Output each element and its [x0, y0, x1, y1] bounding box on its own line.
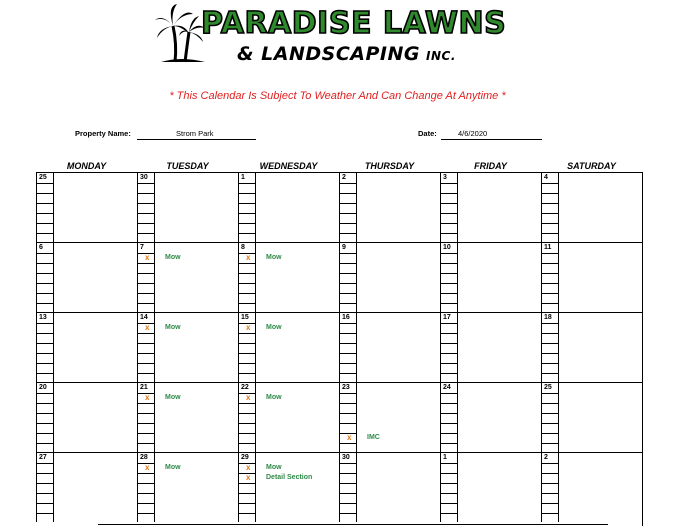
row-divider — [239, 443, 256, 444]
day-header-wednesday: WEDNESDAY — [259, 161, 318, 171]
date-number: 25 — [544, 384, 552, 391]
row-divider — [138, 473, 155, 474]
calendar-day-cell — [541, 242, 642, 312]
calendar-day-cell — [137, 312, 238, 382]
row-divider — [542, 343, 559, 344]
row-divider — [441, 303, 458, 304]
row-divider — [441, 513, 458, 514]
row-divider — [542, 303, 559, 304]
row-divider — [37, 323, 54, 324]
task-label: Mow — [165, 394, 181, 401]
row-divider — [138, 293, 155, 294]
row-divider — [138, 423, 155, 424]
task-label: IMC — [367, 434, 380, 441]
task-mark: x — [347, 433, 352, 442]
row-divider — [239, 213, 256, 214]
brand-subtitle: & LANDSCAPING INC. — [237, 43, 456, 65]
row-divider — [340, 403, 357, 404]
row-divider — [37, 413, 54, 414]
row-divider — [340, 203, 357, 204]
row-divider — [340, 423, 357, 424]
row-divider — [37, 373, 54, 374]
date-label: Date: — [418, 129, 437, 138]
date-value: 4/6/2020 — [458, 129, 488, 138]
row-divider — [441, 473, 458, 474]
row-divider — [340, 473, 357, 474]
brand-name: PARADISE LAWNS — [201, 6, 507, 41]
row-divider — [441, 233, 458, 234]
date-line — [441, 139, 542, 140]
row-divider — [340, 263, 357, 264]
date-number: 25 — [39, 174, 47, 181]
row-divider — [138, 283, 155, 284]
row-divider — [441, 263, 458, 264]
row-divider — [441, 343, 458, 344]
row-divider — [37, 213, 54, 214]
row-divider — [138, 343, 155, 344]
calendar-day-cell — [541, 312, 642, 382]
row-divider — [239, 333, 256, 334]
row-divider — [340, 363, 357, 364]
date-number: 22 — [241, 384, 249, 391]
row-divider — [441, 223, 458, 224]
date-number: 9 — [342, 244, 346, 251]
row-divider — [542, 273, 559, 274]
calendar-day-cell — [339, 172, 440, 242]
row-divider — [340, 393, 357, 394]
row-divider — [138, 273, 155, 274]
row-divider — [542, 193, 559, 194]
row-divider — [37, 403, 54, 404]
row-divider — [441, 413, 458, 414]
row-divider — [441, 403, 458, 404]
calendar-day-cell — [238, 172, 339, 242]
date-number: 20 — [39, 384, 47, 391]
row-divider — [542, 433, 559, 434]
row-divider — [138, 233, 155, 234]
task-label: Mow — [266, 324, 282, 331]
row-divider — [441, 483, 458, 484]
task-mark: x — [145, 323, 150, 332]
calendar-day-cell — [541, 382, 642, 452]
task-label: Mow — [266, 464, 282, 471]
row-divider — [239, 483, 256, 484]
row-divider — [138, 413, 155, 414]
date-number: 11 — [544, 244, 552, 251]
calendar-right-border — [642, 172, 643, 526]
task-mark: x — [246, 463, 251, 472]
date-number: 2 — [342, 174, 346, 181]
calendar-day-cell — [440, 452, 541, 522]
row-divider — [37, 433, 54, 434]
row-divider — [340, 503, 357, 504]
row-divider — [340, 463, 357, 464]
date-number: 8 — [241, 244, 245, 251]
date-number: 30 — [342, 454, 350, 461]
row-divider — [441, 293, 458, 294]
row-divider — [37, 203, 54, 204]
day-header-thursday: THURSDAY — [364, 161, 415, 171]
date-number: 14 — [140, 314, 148, 321]
row-divider — [340, 483, 357, 484]
date-number: 4 — [544, 174, 548, 181]
row-divider — [37, 343, 54, 344]
row-divider — [239, 493, 256, 494]
date-number: 28 — [140, 454, 148, 461]
date-number: 1 — [241, 174, 245, 181]
row-divider — [441, 433, 458, 434]
row-divider — [37, 253, 54, 254]
task-label: Mow — [266, 254, 282, 261]
row-divider — [138, 183, 155, 184]
date-number: 1 — [443, 454, 447, 461]
row-divider — [138, 513, 155, 514]
calendar-day-cell — [339, 382, 440, 452]
row-divider — [37, 183, 54, 184]
row-divider — [441, 333, 458, 334]
calendar-day-cell — [541, 452, 642, 522]
date-number: 7 — [140, 244, 144, 251]
calendar-day-cell — [440, 242, 541, 312]
row-divider — [138, 203, 155, 204]
calendar-day-cell — [36, 382, 137, 452]
calendar-day-cell — [137, 452, 238, 522]
row-divider — [37, 223, 54, 224]
row-divider — [37, 293, 54, 294]
row-divider — [441, 443, 458, 444]
task-mark: x — [246, 393, 251, 402]
row-divider — [138, 333, 155, 334]
day-header-tuesday: TUESDAY — [166, 161, 209, 171]
row-divider — [441, 363, 458, 364]
row-divider — [542, 233, 559, 234]
row-divider — [542, 353, 559, 354]
row-divider — [340, 283, 357, 284]
row-divider — [340, 213, 357, 214]
row-divider — [138, 353, 155, 354]
row-divider — [37, 333, 54, 334]
calendar-day-cell — [137, 172, 238, 242]
row-divider — [340, 303, 357, 304]
row-divider — [542, 473, 559, 474]
day-header-monday: MONDAY — [66, 161, 107, 171]
row-divider — [239, 433, 256, 434]
row-divider — [542, 323, 559, 324]
row-divider — [239, 273, 256, 274]
row-divider — [441, 203, 458, 204]
calendar-day-cell — [339, 242, 440, 312]
task-mark: x — [246, 323, 251, 332]
date-number: 10 — [443, 244, 451, 251]
row-divider — [542, 263, 559, 264]
row-divider — [542, 403, 559, 404]
row-divider — [441, 393, 458, 394]
row-divider — [239, 263, 256, 264]
row-divider — [37, 193, 54, 194]
row-divider — [37, 233, 54, 234]
day-header-friday: FRIDAY — [474, 161, 507, 171]
row-divider — [542, 283, 559, 284]
row-divider — [340, 413, 357, 414]
row-divider — [340, 333, 357, 334]
task-mark: x — [246, 473, 251, 482]
row-divider — [441, 183, 458, 184]
row-divider — [239, 373, 256, 374]
date-number: 16 — [342, 314, 350, 321]
calendar-day-cell — [440, 172, 541, 242]
row-divider — [138, 483, 155, 484]
row-divider — [542, 373, 559, 374]
date-number: 17 — [443, 314, 451, 321]
calendar-day-cell — [238, 382, 339, 452]
row-divider — [37, 503, 54, 504]
calendar-day-cell — [339, 312, 440, 382]
row-divider — [37, 363, 54, 364]
row-divider — [138, 213, 155, 214]
row-divider — [542, 483, 559, 484]
calendar-day-cell — [339, 452, 440, 522]
row-divider — [542, 443, 559, 444]
row-divider — [239, 423, 256, 424]
palm-tree-logo-icon — [155, 4, 207, 64]
row-divider — [239, 203, 256, 204]
row-divider — [37, 353, 54, 354]
calendar-day-cell — [238, 312, 339, 382]
row-divider — [340, 193, 357, 194]
row-divider — [441, 283, 458, 284]
row-divider — [542, 363, 559, 364]
calendar-day-cell — [137, 382, 238, 452]
row-divider — [542, 463, 559, 464]
row-divider — [441, 213, 458, 214]
row-divider — [239, 403, 256, 404]
row-divider — [340, 443, 357, 444]
row-divider — [239, 353, 256, 354]
calendar-day-cell — [36, 172, 137, 242]
row-divider — [340, 513, 357, 514]
row-divider — [239, 193, 256, 194]
row-divider — [37, 283, 54, 284]
row-divider — [441, 503, 458, 504]
row-divider — [441, 423, 458, 424]
calendar-day-cell — [36, 312, 137, 382]
row-divider — [542, 333, 559, 334]
row-divider — [37, 273, 54, 274]
row-divider — [37, 393, 54, 394]
row-divider — [542, 293, 559, 294]
row-divider — [239, 343, 256, 344]
task-label: Mow — [165, 254, 181, 261]
calendar-day-cell — [238, 242, 339, 312]
row-divider — [37, 513, 54, 514]
row-divider — [542, 253, 559, 254]
company-logo — [155, 4, 545, 68]
row-divider — [239, 223, 256, 224]
row-divider — [239, 233, 256, 234]
row-divider — [542, 223, 559, 224]
row-divider — [239, 303, 256, 304]
row-divider — [542, 393, 559, 394]
row-divider — [542, 493, 559, 494]
row-divider — [239, 503, 256, 504]
task-mark: x — [145, 463, 150, 472]
row-divider — [542, 513, 559, 514]
calendar-day-cell — [36, 452, 137, 522]
row-divider — [441, 373, 458, 374]
task-mark: x — [145, 253, 150, 262]
row-divider — [37, 493, 54, 494]
date-number: 13 — [39, 314, 47, 321]
row-divider — [340, 293, 357, 294]
row-divider — [37, 423, 54, 424]
row-divider — [138, 443, 155, 444]
row-divider — [138, 433, 155, 434]
row-divider — [239, 363, 256, 364]
row-divider — [340, 233, 357, 234]
calendar-day-cell — [541, 172, 642, 242]
row-divider — [239, 413, 256, 414]
row-divider — [340, 493, 357, 494]
row-divider — [340, 273, 357, 274]
footer-line — [98, 524, 608, 525]
row-divider — [239, 293, 256, 294]
calendar-grid — [36, 172, 642, 526]
row-divider — [37, 473, 54, 474]
date-number: 2 — [544, 454, 548, 461]
weather-notice: * This Calendar Is Subject To Weather And Can Change At Anytime * — [169, 90, 506, 102]
row-divider — [441, 493, 458, 494]
row-divider — [441, 353, 458, 354]
row-divider — [542, 183, 559, 184]
date-number: 30 — [140, 174, 148, 181]
row-divider — [138, 303, 155, 304]
row-divider — [542, 423, 559, 424]
row-divider — [138, 363, 155, 364]
row-divider — [441, 463, 458, 464]
property-name-value: Strom Park — [176, 129, 214, 138]
row-divider — [37, 463, 54, 464]
row-divider — [138, 223, 155, 224]
row-divider — [441, 323, 458, 324]
date-number: 27 — [39, 454, 47, 461]
row-divider — [340, 253, 357, 254]
row-divider — [542, 213, 559, 214]
property-name-label: Property Name: — [75, 129, 131, 138]
row-divider — [37, 483, 54, 484]
row-divider — [138, 193, 155, 194]
row-divider — [138, 493, 155, 494]
row-divider — [239, 183, 256, 184]
date-number: 29 — [241, 454, 249, 461]
row-divider — [542, 503, 559, 504]
row-divider — [340, 343, 357, 344]
calendar-day-cell — [440, 382, 541, 452]
row-divider — [138, 503, 155, 504]
calendar-day-cell — [36, 242, 137, 312]
row-divider — [542, 203, 559, 204]
row-divider — [138, 403, 155, 404]
date-number: 3 — [443, 174, 447, 181]
row-divider — [37, 263, 54, 264]
row-divider — [138, 263, 155, 264]
date-number: 15 — [241, 314, 249, 321]
calendar-day-cell — [137, 242, 238, 312]
row-divider — [340, 223, 357, 224]
calendar-day-cell — [238, 452, 339, 522]
row-divider — [441, 193, 458, 194]
row-divider — [37, 303, 54, 304]
row-divider — [441, 273, 458, 274]
task-label: Mow — [266, 394, 282, 401]
row-divider — [340, 353, 357, 354]
row-divider — [239, 283, 256, 284]
task-mark: x — [145, 393, 150, 402]
property-name-line — [137, 139, 256, 140]
task-label: Detail Section — [266, 474, 313, 481]
calendar-day-cell — [440, 312, 541, 382]
row-divider — [37, 443, 54, 444]
row-divider — [340, 183, 357, 184]
date-number: 21 — [140, 384, 148, 391]
row-divider — [239, 513, 256, 514]
task-mark: x — [246, 253, 251, 262]
task-label: Mow — [165, 324, 181, 331]
date-number: 23 — [342, 384, 350, 391]
row-divider — [441, 253, 458, 254]
date-number: 6 — [39, 244, 43, 251]
date-number: 18 — [544, 314, 552, 321]
day-header-saturday: SATURDAY — [567, 161, 616, 171]
row-divider — [340, 323, 357, 324]
row-divider — [340, 373, 357, 374]
date-number: 24 — [443, 384, 451, 391]
row-divider — [542, 413, 559, 414]
row-divider — [138, 373, 155, 374]
task-label: Mow — [165, 464, 181, 471]
